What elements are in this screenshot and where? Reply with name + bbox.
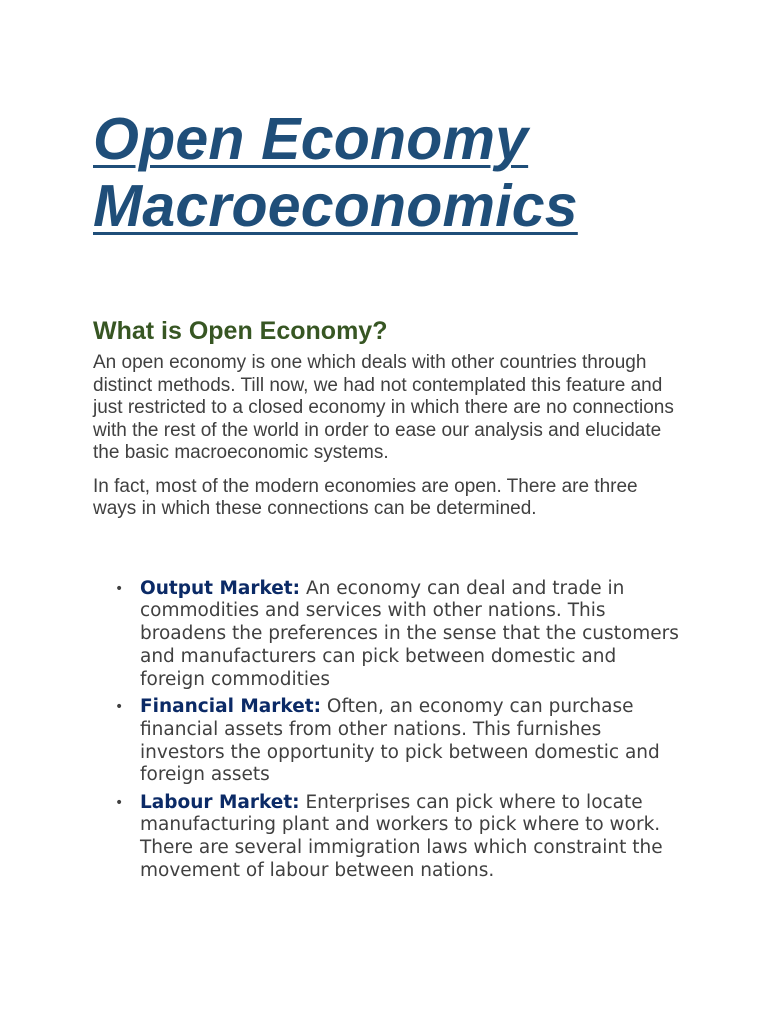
- bullet-item-output-market: [93, 578, 683, 692]
- bullet-term: Output Market:: [140, 577, 301, 599]
- bullet-dot-icon: •: [115, 580, 124, 597]
- bullet-text: Often, an economy can purchase financial assets from other nations. This furnishes investors the opportunity to pick between domestic and foreign assets: [140, 695, 660, 786]
- paragraph-connections: In fact, most of the modern economies are open. There are three ways in which these connections can be determined.: [93, 475, 638, 519]
- bullet-text: An economy can deal and trade in commodities and services with other nations. This broadens the preferences in the sense that the customers and manufacturers can pick between domestic and foreign commodities: [140, 577, 679, 690]
- bullet-dot-icon: •: [115, 794, 124, 811]
- bullet-term: Labour Market:: [140, 791, 300, 813]
- bullet-dot-icon: •: [115, 698, 124, 715]
- paragraph-intro: An open economy is one which deals with other countries through distinct methods. Till now, we had not contemplated this feature and just restricted to a closed economy in which there are no connections with the rest of the world in order to ease our analysis and elucidate the basic macroeconomic systems.: [93, 352, 674, 463]
- bullet-item-financial-market: [93, 696, 683, 787]
- section-heading: What is Open Economy?: [93, 317, 388, 345]
- bullet-text: Enterprises can pick where to locate manufacturing plant and workers to pick where to work. There are several immigration laws which constraint the movement of labour between nations.: [140, 791, 663, 882]
- document-page: [93, 0, 683, 887]
- title-line-1: Open Economy: [93, 106, 529, 172]
- title-line-2: Macroeconomics: [93, 173, 578, 239]
- bullet-term: Financial Market:: [140, 695, 321, 717]
- document-title: [93, 0, 683, 240]
- bullet-item-labour-market: [93, 792, 683, 883]
- bullet-list: [93, 578, 683, 883]
